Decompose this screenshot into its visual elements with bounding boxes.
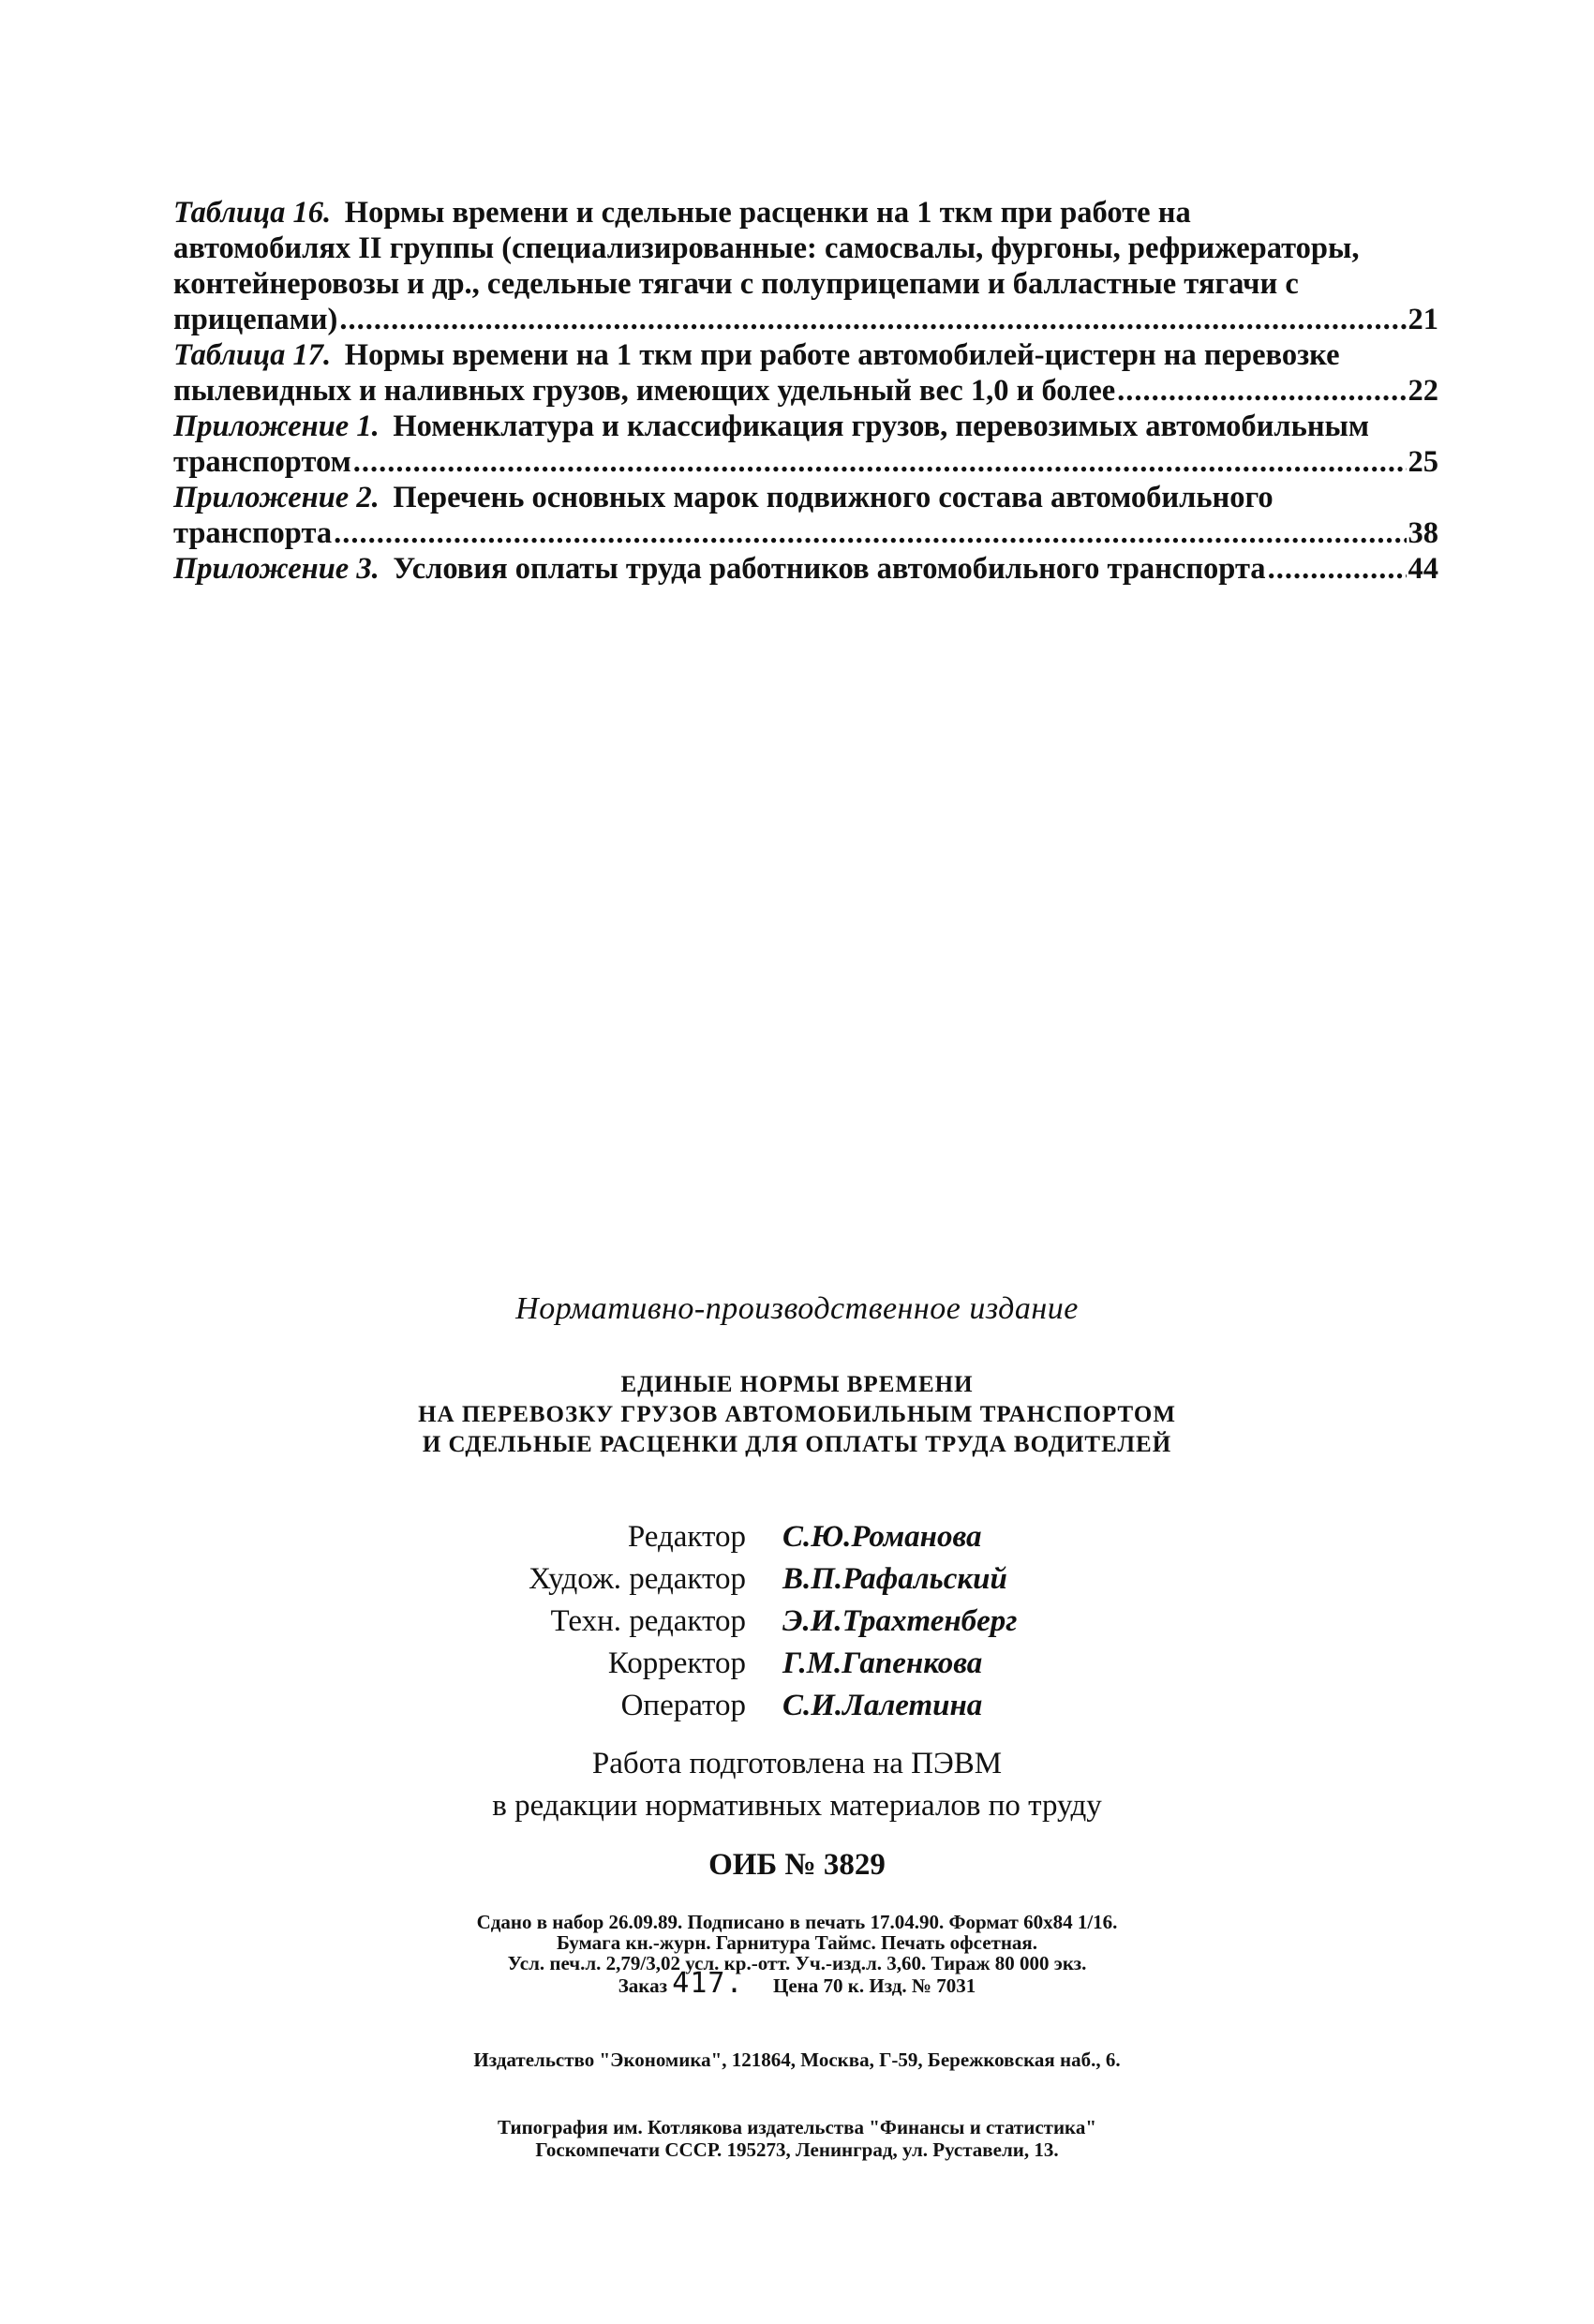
publisher-info: Издательство "Экономика", 121864, Москва, Г-59, Бережковская наб., 6. (473, 2048, 1121, 2071)
printer-line: Госкомпечати СССР. 195273, Ленинград, ул. Руставели, 13. (535, 2138, 1059, 2161)
toc-entry-text: Условия оплаты труда работников автомобильного транспорта (393, 552, 1266, 586)
toc-entry-label: Таблица 16. (173, 196, 332, 230)
toc-entry-appendix-3[interactable] (173, 551, 1438, 587)
toc-entry-text: транспортом (173, 445, 351, 479)
credit-role: Худож. редактор (529, 1562, 746, 1596)
toc-entry-text-wrap (173, 551, 1266, 587)
book-title-line: НА ПЕРЕВОЗКУ ГРУЗОВ АВТОМОБИЛЬНЫМ ТРАНСПОРТОМ (418, 1402, 1176, 1427)
toc-line: контейнеровозы и др., седельные тягачи с полуприцепами и балластные тягачи с (173, 267, 1299, 301)
credit-name: В.П.Рафальский (782, 1562, 1007, 1596)
book-title (0, 1370, 1594, 1460)
toc-line (173, 409, 1438, 444)
toc-page-number: 22 (1408, 374, 1438, 408)
toc-line: автомобилях II группы (специализированные: самосвалы, фургоны, рефрижераторы, (173, 231, 1360, 265)
toc-page-number: 44 (1408, 552, 1438, 586)
credit-name: С.Ю.Романова (782, 1520, 982, 1554)
dot-leader (1117, 373, 1406, 409)
credit-editor (0, 1516, 1594, 1558)
credit-name: С.И.Лалетина (782, 1689, 983, 1722)
toc-page-number: 38 (1408, 516, 1438, 550)
credit-name: Э.И.Трахтенберг (782, 1604, 1018, 1638)
toc-entry-label: Приложение 3. (173, 552, 380, 586)
edition-type: Нормативно-производственное издание (515, 1291, 1079, 1326)
prepared-note (0, 1743, 1594, 1827)
print-details (0, 1911, 1594, 2000)
toc-last-line (173, 373, 1438, 409)
dot-leader (353, 444, 1407, 480)
toc-entry-label: Приложение 1. (173, 410, 380, 443)
print-detail-order-line (0, 1967, 1594, 2000)
toc-last-line (173, 551, 1438, 587)
order-label: Заказ (618, 1974, 668, 1997)
dot-leader (334, 515, 1406, 551)
print-detail-line: Усл. печ.л. 2,79/3,02 усл. кр.-отт. Уч.-изд.л. 3,60. Тираж 80 000 экз. (507, 1952, 1087, 1974)
toc-page-number: 25 (1408, 445, 1438, 479)
print-detail-line: Сдано в набор 26.09.89. Подписано в печать 17.04.90. Формат 60х84 1/16. (476, 1911, 1118, 1933)
toc-entry-text: Перечень основных марок подвижного состава автомобильного (393, 481, 1274, 514)
toc-entry-text: пылевидных и наливных грузов, имеющих удельный вес 1,0 и более (173, 374, 1116, 408)
order-number: 417. (672, 1967, 744, 2000)
toc-entry-text: Нормы времени и сдельные расценки на 1 ткм при работе на (344, 196, 1191, 230)
toc-entry-text: транспорта (173, 516, 333, 550)
toc-last-line (173, 444, 1438, 480)
credit-proofreader (0, 1643, 1594, 1685)
credit-role: Техн. редактор (550, 1604, 746, 1638)
credit-art-editor (0, 1558, 1594, 1601)
toc-last-line (173, 302, 1438, 337)
toc-entry-label: Таблица 17. (173, 338, 332, 372)
toc-entry-table-16[interactable] (173, 195, 1438, 337)
book-title-line: И СДЕЛЬНЫЕ РАСЦЕНКИ ДЛЯ ОПЛАТЫ ТРУДА ВОДИТЕЛЕЙ (422, 1432, 1172, 1457)
price-text: Цена 70 к. Изд. № 7031 (773, 1974, 976, 1997)
table-of-contents (173, 195, 1438, 587)
dot-leader (1268, 551, 1407, 587)
credit-name: Г.М.Гапенкова (782, 1646, 983, 1680)
credit-role: Оператор (620, 1689, 746, 1722)
prepared-line: в редакции нормативных материалов по труду (492, 1789, 1102, 1823)
toc-line (173, 480, 1438, 515)
toc-entry-text: Номенклатура и классификация грузов, перевозимых автомобильным (393, 410, 1370, 443)
oib-number: ОИБ № 3829 (708, 1848, 886, 1882)
toc-entry-text: Нормы времени на 1 ткм при работе автомобилей-цистерн на перевозке (344, 338, 1340, 372)
credits-list (0, 1516, 1594, 1727)
printer-info (0, 2116, 1594, 2161)
print-detail-line: Бумага кн.-журн. Гарнитура Таймс. Печать офсетная. (556, 1931, 1038, 1954)
credit-role: Редактор (627, 1520, 746, 1554)
toc-line (173, 337, 1438, 373)
toc-entry-table-17[interactable] (173, 337, 1438, 409)
book-title-line: ЕДИНЫЕ НОРМЫ ВРЕМЕНИ (620, 1372, 974, 1397)
credit-operator (0, 1685, 1594, 1727)
credit-role: Корректор (607, 1646, 746, 1680)
toc-page-number: 21 (1408, 303, 1438, 336)
toc-entry-label: Приложение 2. (173, 481, 380, 514)
dot-leader (339, 302, 1406, 337)
prepared-line: Работа подготовлена на ПЭВМ (591, 1747, 1003, 1780)
toc-entry-appendix-1[interactable] (173, 409, 1438, 480)
toc-entry-text: прицепами) (173, 303, 338, 336)
toc-last-line (173, 515, 1438, 551)
printer-line: Типография им. Котлякова издательства "Финансы и статистика" (497, 2116, 1096, 2138)
credit-tech-editor (0, 1601, 1594, 1643)
toc-line (173, 195, 1438, 231)
toc-entry-appendix-2[interactable] (173, 480, 1438, 551)
